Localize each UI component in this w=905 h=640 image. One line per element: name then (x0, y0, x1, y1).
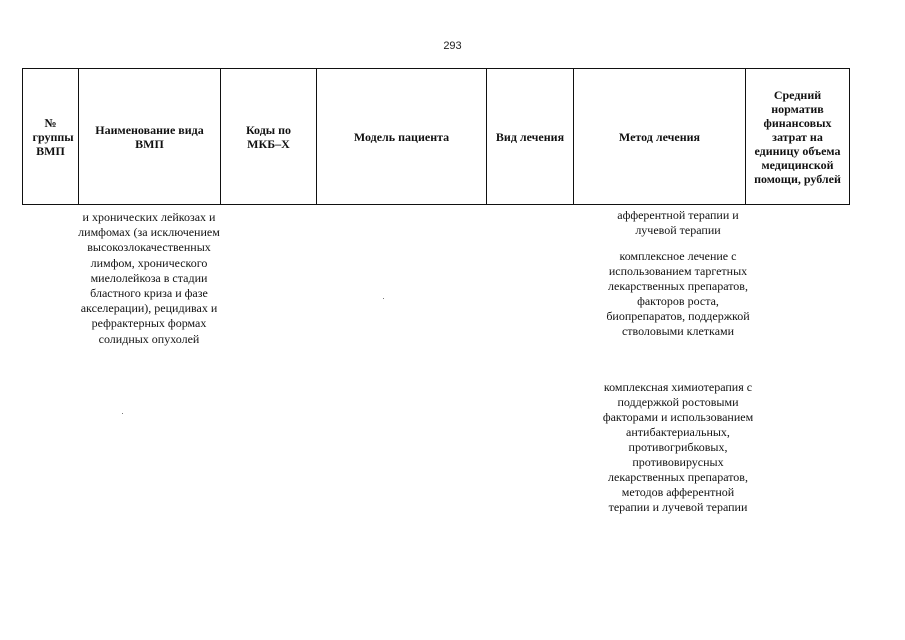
method-item: комплексная химиотерапия с поддержкой ростовыми факторами и использованием антибактериальных, противогрибковых, противовирусных лекарственных препаратов, методов афферентной терапии и лучевой терапии (602, 380, 754, 514)
table-header (22, 68, 850, 205)
header-col-icd-codes: Коды по МКБ–Х (221, 69, 317, 204)
header-col-treatment-type: Вид лечения (487, 69, 574, 204)
header-col-treatment-method: Метод лечения (574, 69, 746, 204)
header-col-group-number: № группы ВМП (23, 69, 79, 204)
header-col-patient-model: Модель пациента (317, 69, 487, 204)
header-col-vmp-name: Наименование вида ВМП (79, 69, 221, 204)
header-col-avg-cost: Средний норматив финансовых затрат на единицу объема медицинской помощи, рублей (754, 87, 841, 186)
page-number: 293 (443, 40, 462, 52)
vmp-name-cell: и хронических лейкозах и лимфомах (за исключением высокозлокачественных лимфом, хронического миелолейкоза в стадии бластного криза и фазе акселерации), рецидивах и рефрактерных формах солидных опухолей (78, 210, 220, 346)
scan-speck (122, 413, 123, 414)
method-item: комплексное лечение с использованием таргетных лекарственных препаратов, факторов роста, биопрепаратов, поддержкой стволовыми клетками (606, 249, 750, 338)
method-item: афферентной терапии и лучевой терапии (617, 208, 739, 237)
scan-speck (383, 298, 384, 299)
